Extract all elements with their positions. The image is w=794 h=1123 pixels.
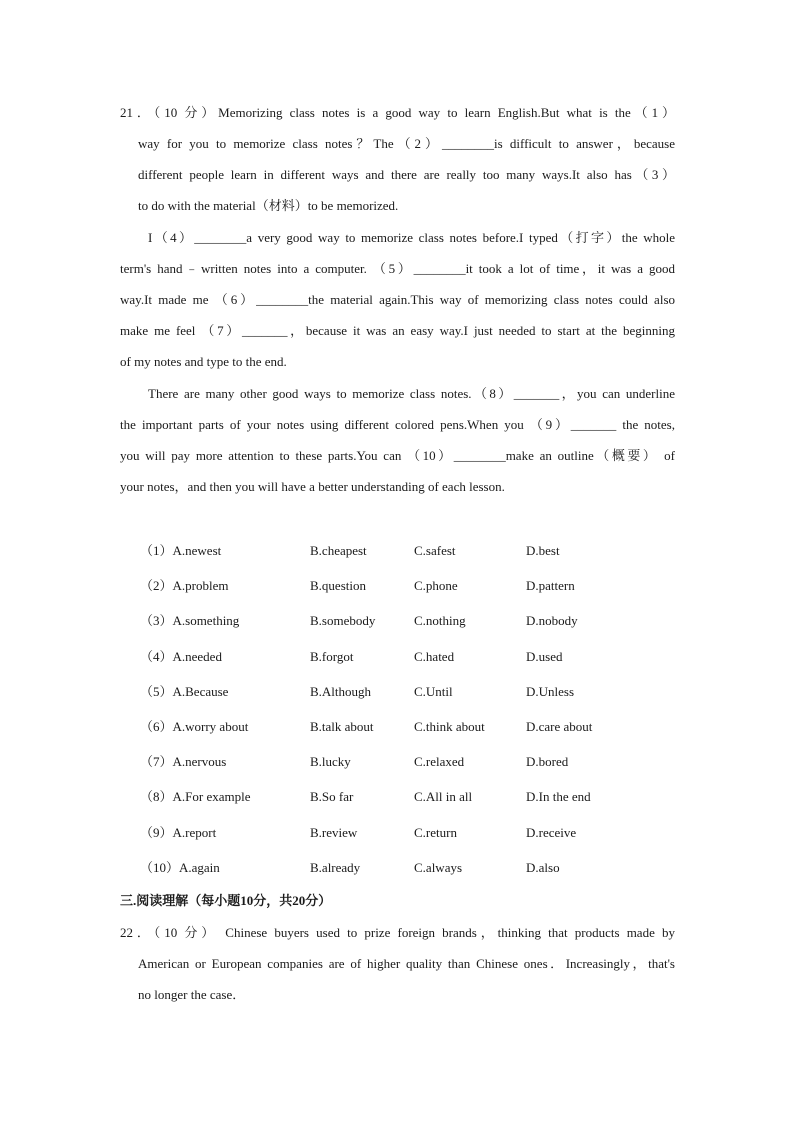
option-a: （2）A.problem <box>140 578 229 594</box>
option-a: （1）A.newest <box>140 543 222 558</box>
option-a: （5）A.Because <box>140 683 229 699</box>
option-c: C.always <box>414 859 463 875</box>
passage-line: I（4）________a very good way to memorize class notes before.I typed（打字）the whole <box>148 230 675 245</box>
option-row <box>140 744 660 779</box>
question-21-passage-p3 <box>120 378 675 502</box>
passage-line: you will pay more attention to these parts.You can （10）________make an outline（概要） of <box>120 448 675 463</box>
option-row <box>140 674 660 709</box>
option-d: D.used <box>526 648 563 664</box>
option-d: D.bored <box>526 754 569 770</box>
option-row <box>140 533 660 568</box>
option-d: D.also <box>526 859 560 875</box>
option-c: C.safest <box>414 543 456 558</box>
passage-line: 21．（10 分）Memorizing class notes is a good way to learn English.But what is the（1） <box>120 105 675 120</box>
question-21-passage-p1 <box>120 97 675 221</box>
option-b: B.cheapest <box>310 543 367 558</box>
option-b: B.question <box>310 578 366 594</box>
option-d: D.care about <box>526 718 593 734</box>
option-d: D.nobody <box>526 613 578 629</box>
passage-line: American or European companies are of higher quality than Chinese ones．Increasingly，that's <box>138 956 675 971</box>
option-d: D.best <box>526 543 560 558</box>
passage-line: way for you to memorize class notes？The（2）________is difficult to answer，because <box>138 136 675 151</box>
option-b: B.review <box>310 824 358 840</box>
option-c: C.phone <box>414 578 458 594</box>
option-a: （8）A.For example <box>140 789 251 805</box>
option-c: C.nothing <box>414 613 466 629</box>
option-a: （4）A.needed <box>140 648 222 664</box>
passage-line: of my notes and type to the end. <box>120 354 287 369</box>
option-b: B.So far <box>310 789 354 805</box>
option-row <box>140 603 660 638</box>
passage-line: no longer the case． <box>138 987 246 1002</box>
option-a: （10）A.again <box>140 859 220 875</box>
passage-line: different people learn in different ways and there are really too many ways.It also has（3） <box>138 167 675 182</box>
section-3-heading: 三.阅读理解（每小题10分，共20分） <box>120 893 332 908</box>
passage-line: term's hand﹣written notes into a computer. （5）________it took a lot of time，it was a good <box>120 261 675 276</box>
option-c: C.relaxed <box>414 754 465 770</box>
option-c: C.think about <box>414 718 485 734</box>
option-b: B.already <box>310 859 361 875</box>
option-c: C.return <box>414 824 457 840</box>
option-a: （3）A.something <box>140 613 240 629</box>
option-a: （7）A.nervous <box>140 754 227 770</box>
passage-line: your notes，and then you will have a better understanding of each lesson. <box>120 479 505 494</box>
option-c: C.All in all <box>414 789 473 805</box>
option-c: C.Until <box>414 683 453 699</box>
option-a: （9）A.report <box>140 824 217 840</box>
option-b: B.Although <box>310 683 372 699</box>
passage-line: There are many other good ways to memorize class notes.（8）_______，you can underline <box>148 386 675 401</box>
passage-line: make me feel （7）_______，because it was an easy way.I just needed to start at the beginning <box>120 323 675 338</box>
option-c: C.hated <box>414 648 455 664</box>
question-22-passage <box>120 917 675 1010</box>
option-d: D.In the end <box>526 789 591 805</box>
option-row <box>140 709 660 744</box>
option-row <box>140 568 660 603</box>
option-b: B.somebody <box>310 613 376 629</box>
question-21-passage-p2 <box>120 222 675 377</box>
passage-line: to do with the material（材料）to be memorized. <box>138 198 399 213</box>
passage-line: the important parts of your notes using different colored pens.When you （9）_______ the notes, <box>120 417 675 432</box>
option-d: D.pattern <box>526 578 575 594</box>
option-a: （6）A.worry about <box>140 718 249 734</box>
option-b: B.forgot <box>310 648 354 664</box>
option-row <box>140 779 660 814</box>
option-b: B.talk about <box>310 718 374 734</box>
passage-line: way.It made me （6）________the material again.This way of memorizing class notes could also <box>120 292 675 307</box>
option-d: D.Unless <box>526 683 575 699</box>
passage-line: 22．（10 分） Chinese buyers used to prize foreign brands，thinking that products made by <box>120 925 675 940</box>
option-row <box>140 850 660 885</box>
option-b: B.lucky <box>310 754 351 770</box>
option-d: D.receive <box>526 824 577 840</box>
option-row <box>140 815 660 850</box>
option-row <box>140 639 660 674</box>
question-21-options <box>140 533 660 885</box>
